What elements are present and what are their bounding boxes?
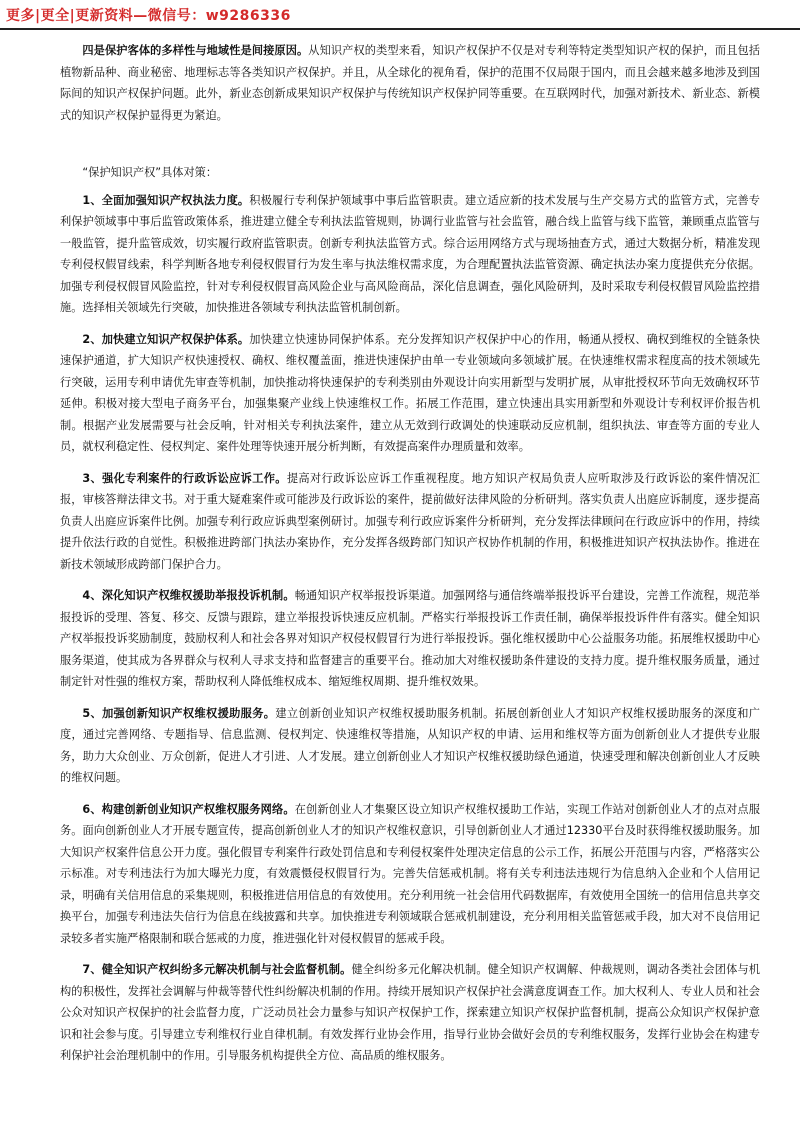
measure-lead: 7、健全知识产权纠纷多元解决机制与社会监督机制。 <box>82 963 352 976</box>
measure-body: 提高对行政诉讼应诉工作重视程度。地方知识产权局负责人应听取涉及行政诉讼的案件情况汇报，审核答辩法律文书。对于重大疑难案件或可能涉及行政诉讼的案件，提前做好法律风险的分析研判。落实负责人出庭应诉制度，逐步提高负责人出庭应诉案件比例。加强专利行政应诉典型案例研讨。加强专利行政应诉案件分析研判，充分发挥法律顾问在行政应诉中的作用，持续提升依法行政的自觉性。积极推进跨部门执法办案协作，充分发挥各级跨部门知识产权协作机制的作用，积极推进知识产权执法协作。推进在新技术领域形成跨部门保护合力。 <box>60 471 760 571</box>
measure-body: 在创新创业人才集聚区设立知识产权维权援助工作站，实现工作站对创新创业人才的点对点服务。面向创新创业人才开展专题宣传，提高创新创业人才的知识产权维权意识，引导创新创业人才通过12330平台及时获得维权援助服务。加大知识产权案件信息公开力度。强化假冒专利案件行政处罚信息和专利侵权案件处理决定信息的公示工作，拓展公开范围与内容，严格落实公示标准。对专利违法行为加大曝光力度，有效震慑侵权假冒行为。完善失信惩戒机制。将有关专利违法违规行为信息纳入企业和个人信用记录，明确有关信用信息的采集规则，积极推进信用信息的有效使用。充分利用统一社会信用代码数据库，有效使用全国统一的信用信息共享交换平台，加强专利违法失信行为信息在线披露和共享。加快推进专利领域联合惩戒机制建设，充分利用相关监管惩戒手段，加大对不良信用记录较多者实施严格限制和联合惩戒的力度，推进强化针对侵权假冒的惩戒手段。 <box>60 802 760 945</box>
measure-lead: 2、加快建立知识产权保护体系。 <box>82 332 250 346</box>
measure-lead: 6、构建创新创业知识产权维权服务网络。 <box>82 802 295 816</box>
measure-body: 畅通知识产权举报投诉渠道。加强网络与通信终端举报投诉平台建设，完善工作流程，规范举报投诉的受理、答复、移交、反馈与跟踪，建立举报投诉快速反应机制。严格实行举报投诉工作责任制，确保举报投诉件件有落实。健全知识产权举报投诉奖励制度，鼓励权利人和社会各界对知识产权侵权假冒行为进行举报投诉。强化维权援助中心公益服务功能。拓展维权援助中心服务渠道，使其成为各界群众与权利人寻求支持和监督建言的重要平台。推动加大对维权援助条件建设的支持力度。提升维权服务质量，通过制定针对性强的维权方案，帮助权利人降低维权成本、缩短维权周期、提升维权效果。 <box>60 589 760 688</box>
document-body <box>60 40 760 1077</box>
measure-lead: 3、强化专利案件的行政诉讼应诉工作。 <box>82 471 287 485</box>
measure-paragraph-4 <box>60 585 760 693</box>
measure-body: 建立创新创业知识产权维权援助服务机制。拓展创新创业人才知识产权维权援助服务的深度和广度，通过完善网络、专题指导、信息监测、侵权判定、快速维权等措施，从知识产权的申请、运用和维权等方面为创新创业人才提供专业服务，助力大众创业、万众创新，促进人才引进、人才发展。建立创新创业人才知识产权维权援助绿色通道，快速受理和解决创新创业人才反映的维权问题。 <box>60 706 760 784</box>
measure-paragraph-3 <box>60 468 760 576</box>
section-title: “保护知识产权”具体对策： <box>82 166 218 179</box>
measure-paragraph-7 <box>60 959 760 1067</box>
intro-lead: 四是保护客体的多样性与地域性是间接原因。 <box>82 44 309 57</box>
measure-lead: 4、深化知识产权维权援助举报投诉机制。 <box>82 589 295 602</box>
intro-body: 从知识产权的类型来看，知识产权保护不仅是对专利等特定类型知识产权的保护，而且包括植物新品种、商业秘密、地理标志等各类知识产权保护。并且，从全球化的视角看，保护的范围不仅局限于国内，而且会越来越多地涉及到国际间的知识产权保护问题。此外，新业态创新成果知识产权保护与传统知识产权保护同等重要。在互联网时代，加强对新技术、新业态、新模式的知识产权保护显得更为紧迫。 <box>60 44 760 122</box>
measure-lead: 5、加强创新知识产权维权援助服务。 <box>82 706 276 720</box>
measure-body: 加快建立快速协同保护体系。充分发挥知识产权保护中心的作用，畅通从授权、确权到维权的全链条快速保护通道，扩大知识产权快速授权、确权、维权覆盖面，推进快速保护由单一专业领域向多领域扩展。在快速维权需求程度高的技术领域先行突破，运用专利申请优先审查等机制，加快推动将快速保护的专利类别由外观设计向实用新型与发明扩展，从审批授权环节向无效确权环节延伸。积极对接大型电子商务平台，加强集聚产业线上快速维权工作。拓展工作范围，建立快速出具实用新型和外观设计专利权评价报告机制。根据产业发展需要与社会反响，针对相关专利执法案件，建立从无效到行政调处的快速联动反应机制，组织执法、审查等方面的专业人员，就权利稳定性、侵权判定、案件处理等快速开展分析判断，有效提高案件办理质量和效率。 <box>60 332 760 453</box>
measure-lead: 1、全面加强知识产权执法力度。 <box>82 193 250 207</box>
measure-paragraph-5 <box>60 703 760 789</box>
measure-paragraph-1 <box>60 190 760 319</box>
measure-paragraph-6 <box>60 799 760 950</box>
measure-body: 健全纠纷多元化解决机制。健全知识产权调解、仲裁规则，调动各类社会团体与机构的积极性，发挥社会调解与仲裁等替代性纠纷解决机制的作用。持续开展知识产权保护社会满意度调查工作。加大权利人、专业人员和社会公众对知识产权保护的社会监督力度，广泛动员社会力量参与知识产权保护工作，探索建立知识产权保护监督机制，提高公众知识产权保护意识和社会参与度。引导建立专利维权行业自律机制。有效发挥行业协会作用，指导行业协会做好会员的专利维权服务，发挥行业协会在构建专利保护社会治理机制中的作用。引导服务机构提供全方位、高品质的维权服务。 <box>60 963 760 1062</box>
measure-paragraph-2 <box>60 329 760 458</box>
measure-body: 积极履行专利保护领域事中事后监管职责。建立适应新的技术发展与生产交易方式的监管方式，完善专利保护领域事中事后监管政策体系，推进建立健全专利执法监管规则，协调行业监管与社会监管，融合线上监管与线下监管，兼顾重点监管与一般监管，提升监管成效，切实履行政府监管职责。创新专利执法监管方式。综合运用网络方式与现场抽查方式，通过大数据分析，精准发现专利侵权假冒线索，科学判断各地专利侵权假冒行为发生率与执法维权需求度，为合理配置执法监管资源、确定执法办案力度提供充分依据。加强专利侵权假冒风险监控，针对专利侵权假冒高风险企业与高风险商品，深化信息调查，强化风险研判，及时采取专利侵权假冒风险监控措施。选择相关领域先行突破，加快推进各领域专利执法监管机制创新。 <box>60 193 760 314</box>
top-banner <box>0 0 800 30</box>
intro-paragraph <box>60 40 760 126</box>
banner-text: 更多|更全|更新资料—微信号：w9286336 <box>6 8 291 24</box>
